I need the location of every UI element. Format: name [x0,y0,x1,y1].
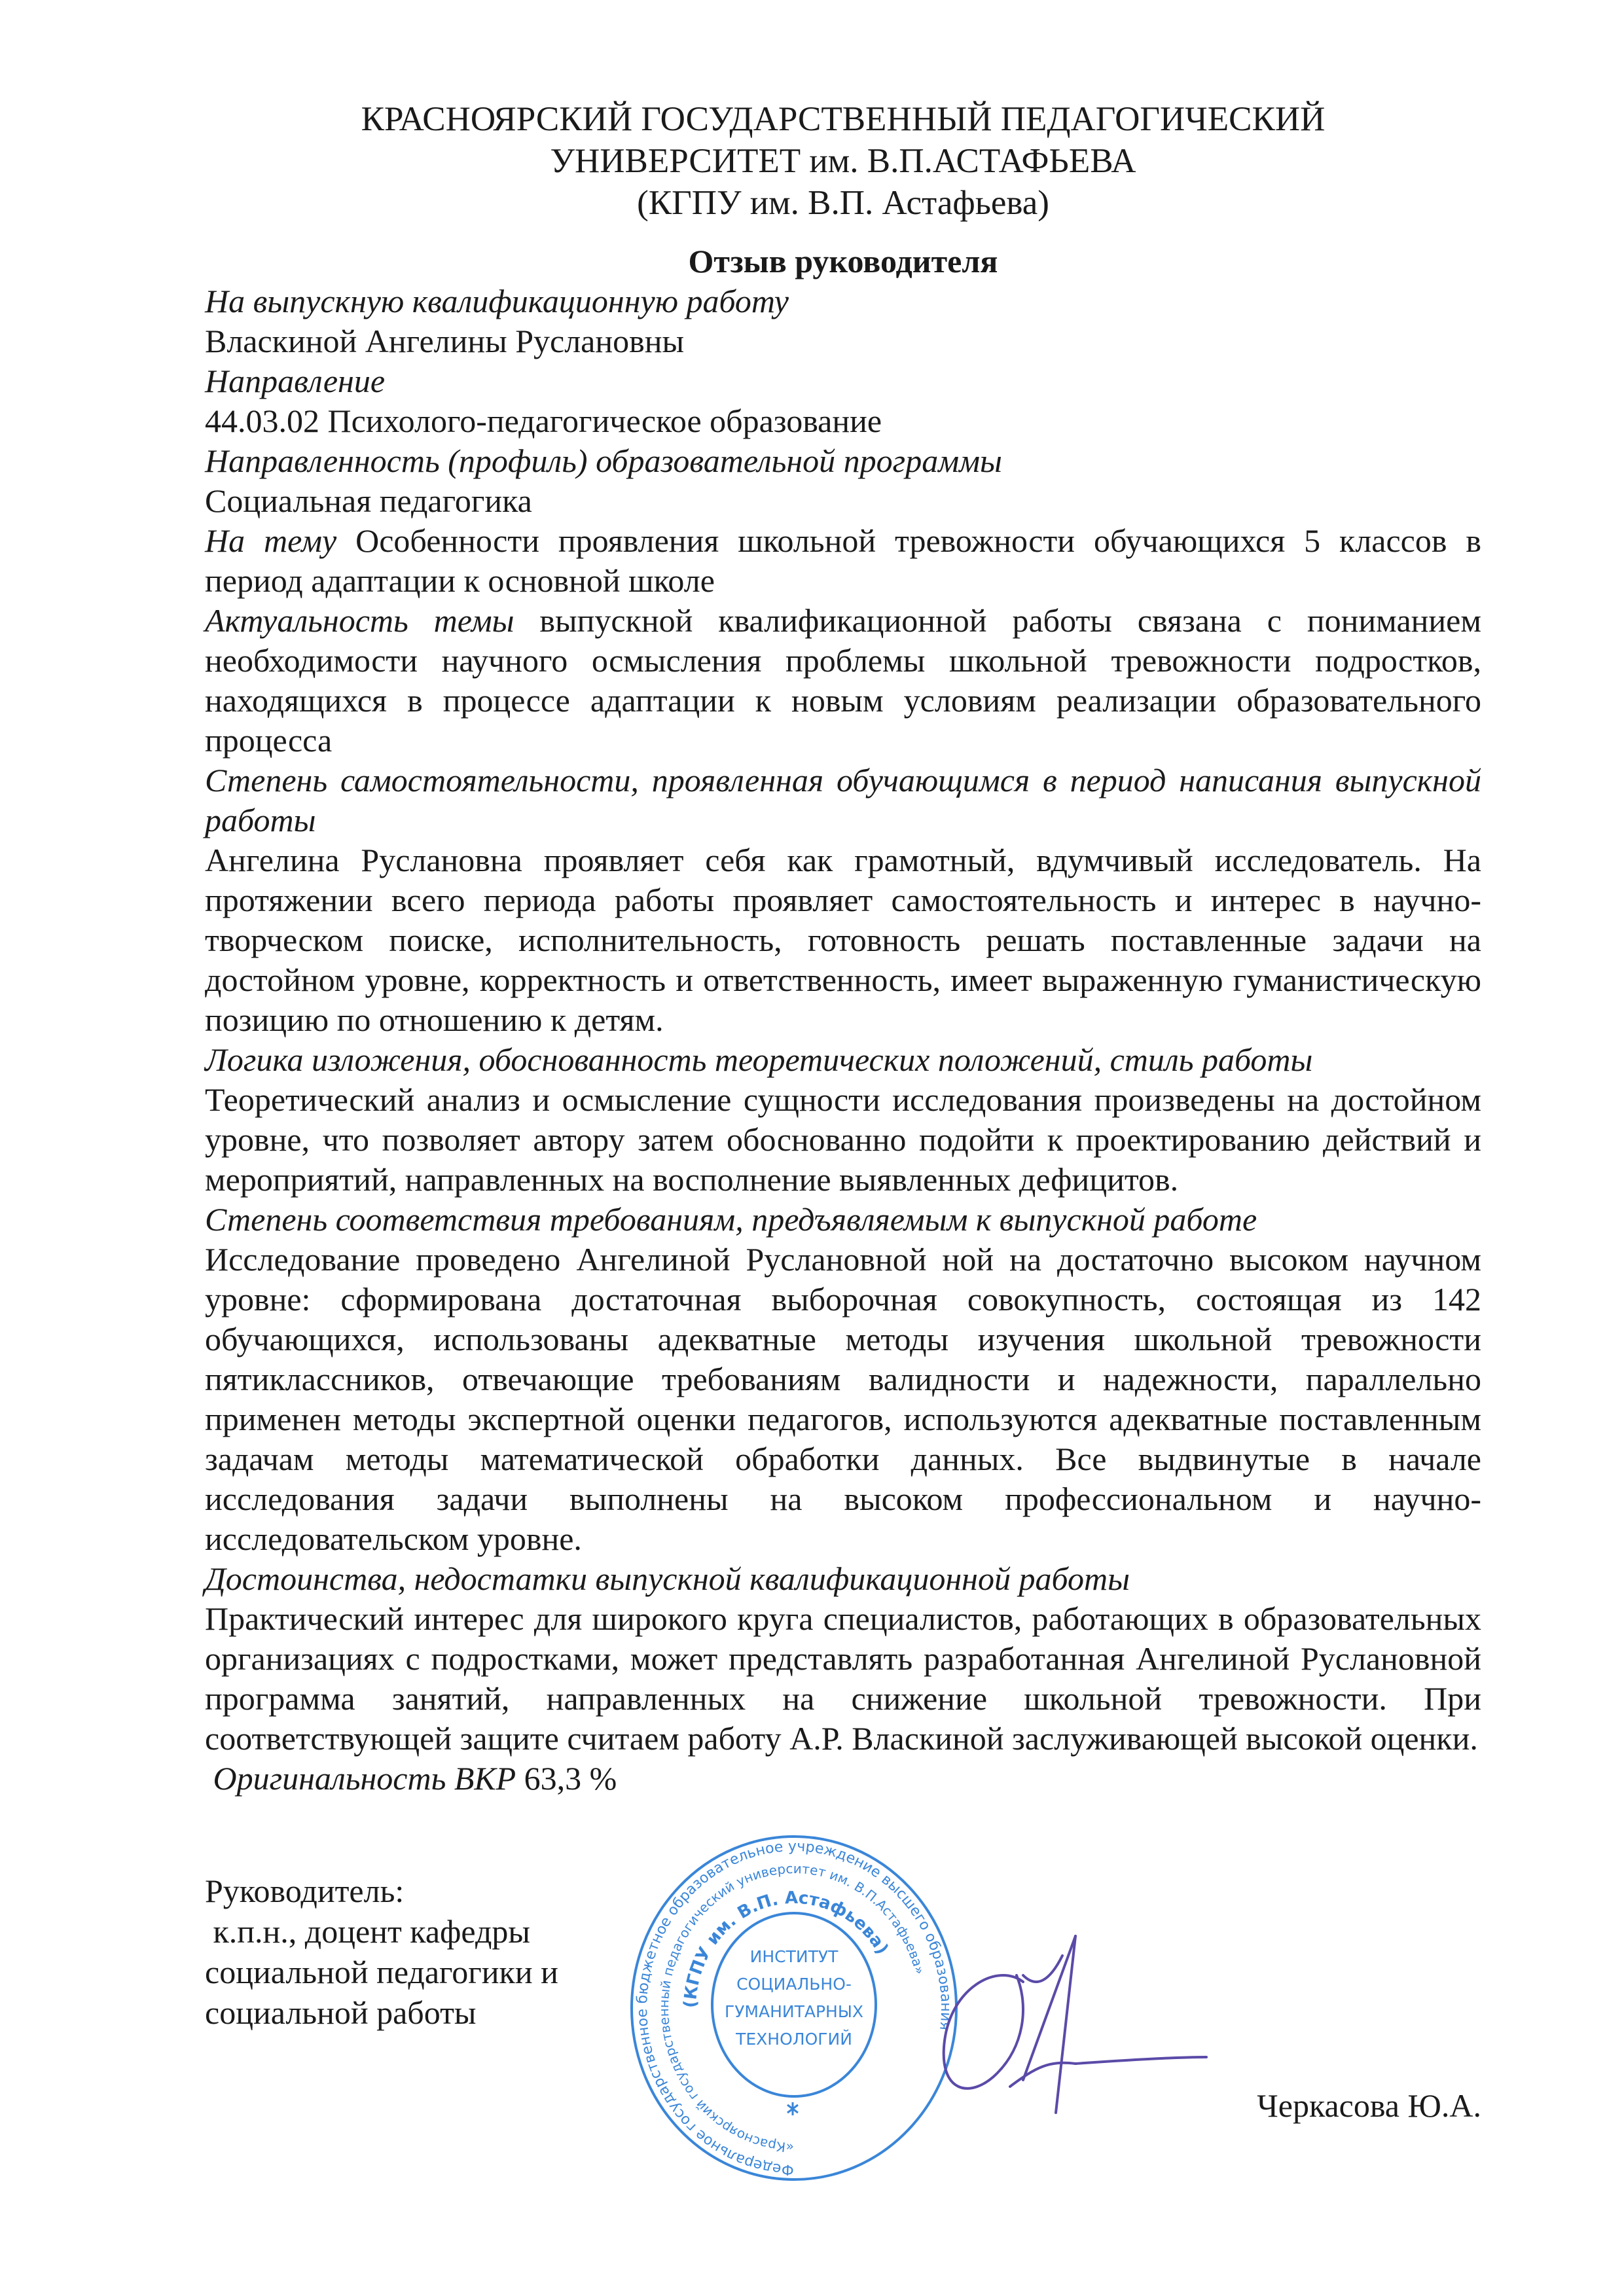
handwritten-signature [925,1929,1291,2126]
stamp-ring-text: (КГПУ им. В.П. Астафьева) [680,1888,892,2009]
originality-value: 63,3 % [516,1760,617,1797]
topic-value: Особенности проявления школьной тревожности обучающихся 5 классов в период адаптации к основной школе [205,522,1481,599]
relevance-paragraph [205,601,1481,761]
compliance-value: Исследование проведено Ангелиной Руслановной ной на достаточно высоком научном уровне: сформирована достаточная выборочная совокупность, состоящая из 142 обучающихся, использованы адекватные методы изучения школьной тревожности пятиклассников, отвечающие требованиям валидности и надежности, параллельно применен методы экспертной оценки педагогов, используются адекватные поставленным задачам методы математической обработки данных. Все выдвинутые в начале исследования задачи выполнены на высоком профессиональном и научно-исследовательском уровне. [205,1241,1481,1557]
relevance-label: Актуальность темы [205,602,514,639]
document-page [205,98,1481,2198]
institution-stamp [624,1831,964,2185]
direction-value: 44.03.02 Психолого-педагогическое образование [205,403,882,439]
independence-label: Степень самостоятельности, проявленная обучающимся в период написания выпускной работы [205,762,1481,838]
supervisor-block [205,1871,558,2033]
supervisor-name: Черкасова Ю.А. [1257,2087,1481,2124]
direction-label: Направление [205,363,386,399]
university-header [205,98,1481,224]
originality-line [205,1759,1481,1799]
document-title: Отзыв руководителя [688,243,998,279]
review-body [205,281,1481,1799]
supervisor-role: Руководитель: [205,1873,405,1909]
header-line-3: (КГПУ им. В.П. Астафьева) [637,184,1049,222]
merits-value: Практический интерес для широкого круга специалистов, работающих в образовательных организациях с подростками, может представлять разработанная Ангелиной Руслановной программа занятий, направленных на снижение школьной тревожности. При соответствующей защите считаем работу А.Р. Власкиной заслуживающей высокой оценки. [205,1600,1481,1757]
originality-label: Оригинальность ВКР [213,1760,516,1797]
topic-label: На тему [205,522,337,559]
student-name: Власкиной Ангелины Руслановны [205,323,685,359]
stamp-middle-text: «Красноярский государственный педагогический университет им. В.П.Астафьева» [655,1860,928,2156]
stamp-center-4: ТЕХНОЛОГИЙ [736,2030,852,2049]
supervisor-position-3: социальной работы [205,1994,477,2031]
logic-value: Теоретический анализ и осмысление сущности исследования произведены на достойном уровне, что позволяет автору затем обоснованно подойти к проектированию действий и мероприятий, направленных на восполнение выявленных дефицитов. [205,1081,1481,1198]
stamp-center-3: ГУМАНИТАРНЫХ [724,2002,864,2021]
work-label: На выпускную квалификационную работу [205,283,789,319]
stamp-center-1: ИНСТИТУТ [749,1947,839,1966]
stamp-center-2: СОЦИАЛЬНО- [736,1975,852,1994]
supervisor-position-2: социальной педагогики и [205,1954,558,1990]
header-line-1: КРАСНОЯРСКИЙ ГОСУДАРСТВЕННЫЙ ПЕДАГОГИЧЕСКИЙ [361,100,1326,138]
stamp-outer-text: Федеральное государственное бюджетное образовательное учреждение высшего образования [634,1838,954,2178]
supervisor-position-1: к.п.н., доцент кафедры [205,1913,530,1950]
independence-value: Ангелина Руслановна проявляет себя как грамотный, вдумчивый исследователь. На протяжении всего периода работы проявляет самостоятельность и интерес в научно-творческом поиске, исполнительность, готовность решать поставленные задачи на достойном уровне, корректность и ответственность, имеет выраженную гуманистическую позицию по отношению к детям. [205,842,1481,1038]
topic-paragraph [205,521,1481,601]
compliance-label: Степень соответствия требованиям, предъявляемым к выпускной работе [205,1201,1257,1238]
merits-label: Достоинства, недостатки выпускной квалификационной работы [205,1560,1130,1597]
signature-area [205,1831,1481,2198]
profile-label: Направленность (профиль) образовательной программы [205,442,1002,479]
relevance-value: выпускной квалификационной работы связана с пониманием необходимости научного осмысления проблемы школьной тревожности подростков, находящихся в процессе адаптации к новым условиям реализации образовательного процесса [205,602,1481,759]
profile-value: Социальная педагогика [205,482,532,519]
header-line-2: УНИВЕРСИТЕТ им. В.П.АСТАФЬЕВА [550,142,1136,180]
stamp-stars [787,2102,798,2115]
logic-label: Логика изложения, обоснованность теоретических положений, стиль работы [205,1041,1313,1078]
